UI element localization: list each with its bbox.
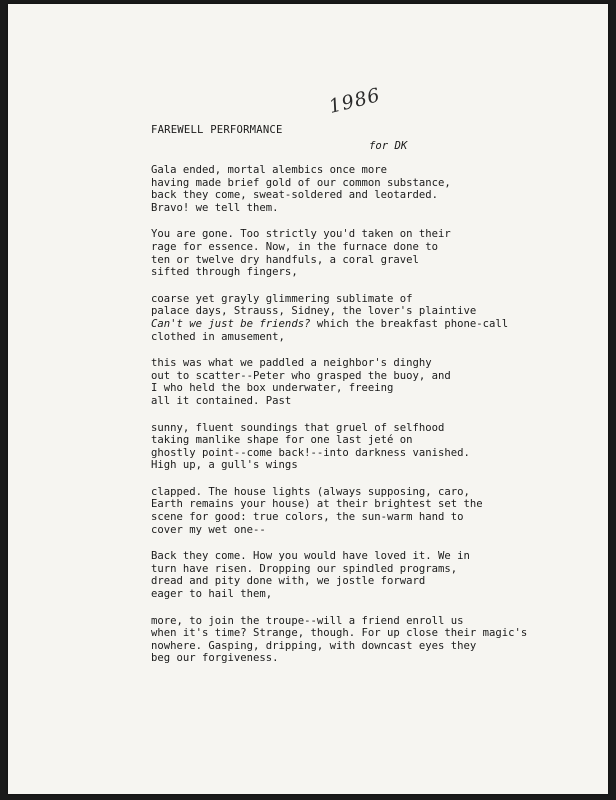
poem-line: Earth remains your house) at their brightest set the (151, 498, 483, 511)
poem-title: FAREWELL PERFORMANCE (151, 124, 283, 136)
poem-line: rage for essence. Now, in the furnace done to (151, 240, 439, 253)
stanza (151, 486, 591, 536)
poem-line: Back they come. How you would have loved it. We in (151, 550, 470, 563)
poem-line: clapped. The house lights (always supposing, caro, (151, 485, 470, 498)
poem-line: You are gone. Too strictly you'd taken on their (151, 228, 451, 241)
typed-manuscript-page (8, 4, 608, 794)
italic-quote: Can't we just be friends? (151, 317, 311, 330)
poem-line: out to scatter--Peter who grasped the buoy, and (151, 369, 451, 382)
poem-line: ten or twelve dry handfuls, a coral gravel (151, 253, 419, 266)
poem-line: more, to join the troupe--will a friend enroll us (151, 614, 464, 627)
stanza (151, 357, 591, 407)
poem-line: sunny, fluent soundings that gruel of selfhood (151, 421, 445, 434)
poem-line: scene for good: true colors, the sun-warm hand to (151, 511, 464, 524)
poem-line-rest: which the breakfast phone-call (310, 317, 509, 330)
poem-line: beg our forgiveness. (151, 652, 279, 665)
stanza (151, 615, 591, 665)
poem-line: Gala ended, mortal alembics once more (151, 164, 387, 176)
poem-line: clothed in amusement, (151, 330, 285, 343)
poem-line: turn have risen. Dropping our spindled programs, (151, 562, 458, 575)
poem-line: having made brief gold of our common substance, (151, 176, 451, 189)
poem-line: sifted through fingers, (151, 266, 298, 279)
poem-line: all it contained. Past (151, 394, 292, 407)
stanza (151, 164, 591, 214)
poem-line: back they come, sweat-soldered and leotarded. (151, 189, 439, 202)
poem-line (151, 318, 591, 331)
dedication-line: for DK (369, 140, 408, 152)
poem-line: High up, a gull's wings (151, 459, 298, 472)
poem-line: taking manlike shape for one last jeté on (151, 434, 413, 447)
handwritten-year-annotation: 1986 (326, 83, 383, 118)
poem-line: when it's time? Strange, though. For up close their magic's (151, 627, 528, 640)
poem-body (151, 164, 591, 679)
poem-line: I who held the box underwater, freeing (151, 382, 394, 395)
stanza (151, 293, 591, 343)
poem-line: Bravo! we tell them. (151, 201, 279, 214)
poem-line: dread and pity done with, we jostle forward (151, 575, 426, 588)
poem-line: eager to hail them, (151, 588, 273, 601)
stanza (151, 422, 591, 472)
poem-line: nowhere. Gasping, dripping, with downcast eyes they (151, 639, 477, 652)
poem-line: coarse yet grayly glimmering sublimate of (151, 292, 413, 305)
stanza (151, 550, 591, 600)
poem-line: this was what we paddled a neighbor's dinghy (151, 357, 432, 370)
poem-line: ghostly point--come back!--into darkness vanished. (151, 446, 470, 459)
poem-line: cover my wet one-- (151, 523, 266, 536)
poem-line: palace days, Strauss, Sidney, the lover's plaintive (151, 305, 477, 318)
stanza (151, 228, 591, 278)
